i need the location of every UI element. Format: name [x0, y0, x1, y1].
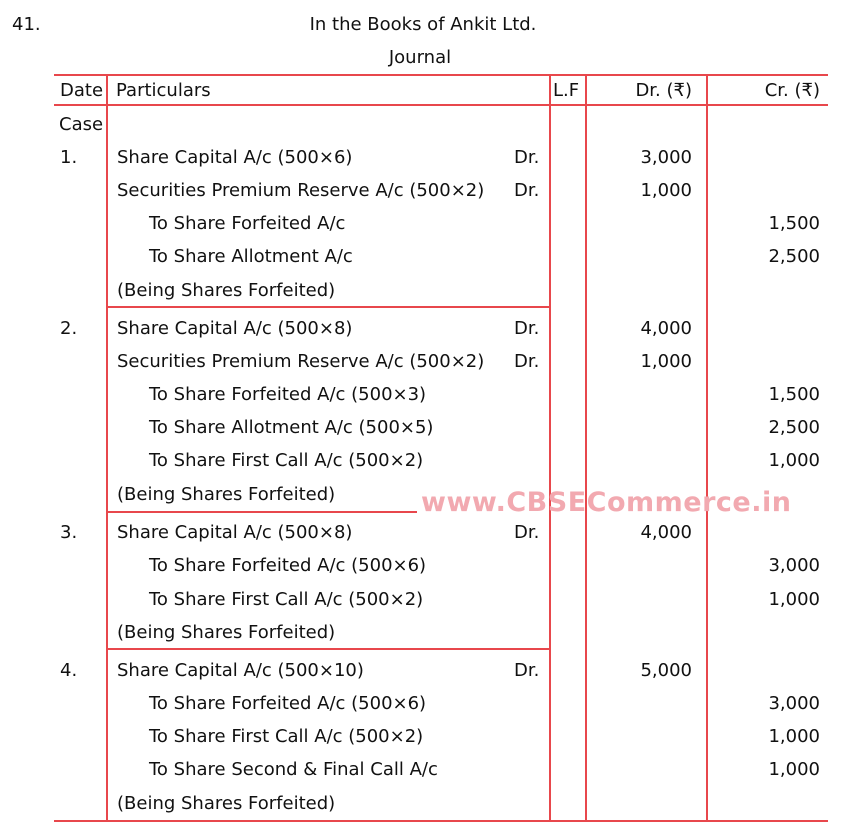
dr-amount: 5,000 — [640, 660, 692, 681]
dr-amount: 4,000 — [640, 318, 692, 339]
credit-account: To Share Forfeited A/c — [149, 213, 346, 234]
header-particulars: Particulars — [116, 80, 211, 101]
table-top-border — [54, 74, 828, 76]
dr-amount: 3,000 — [640, 147, 692, 168]
particulars-column-divider — [549, 75, 551, 821]
credit-account: To Share Forfeited A/c (500×6) — [149, 693, 427, 714]
case-number: 4. — [60, 660, 78, 681]
dr-mark: Dr. — [514, 660, 540, 681]
debit-account: Share Capital A/c (500×8) — [117, 318, 353, 339]
cr-amount: 3,000 — [768, 693, 820, 714]
dr-amount: 1,000 — [640, 351, 692, 372]
table-bottom-border — [54, 820, 828, 822]
entry-separator — [107, 511, 417, 513]
credit-account: To Share Forfeited A/c (500×6) — [149, 555, 427, 576]
header-date: Date — [60, 80, 104, 101]
cr-amount: 1,000 — [768, 589, 820, 610]
dr-amount: 4,000 — [640, 522, 692, 543]
debit-account: Securities Premium Reserve A/c (500×2) — [117, 351, 485, 372]
debit-account: Share Capital A/c (500×10) — [117, 660, 364, 681]
cr-amount: 3,000 — [768, 555, 820, 576]
journal-subtitle: Journal — [388, 47, 452, 68]
cr-amount: 2,500 — [768, 246, 820, 267]
cr-amount: 1,500 — [768, 213, 820, 234]
dr-mark: Dr. — [514, 180, 540, 201]
dr-mark: Dr. — [514, 522, 540, 543]
credit-account: To Share Second & Final Call A/c — [149, 759, 438, 780]
cr-amount: 1,000 — [768, 726, 820, 747]
question-number: 41. — [12, 14, 41, 35]
dr-mark: Dr. — [514, 318, 540, 339]
case-number: 3. — [60, 522, 78, 543]
page-title: In the Books of Ankit Ltd. — [309, 14, 537, 35]
dr-mark: Dr. — [514, 351, 540, 372]
watermark: www.CBSECommerce.in — [421, 487, 792, 518]
case-number: 2. — [60, 318, 78, 339]
dr-mark: Dr. — [514, 147, 540, 168]
credit-account: To Share First Call A/c (500×2) — [149, 450, 424, 471]
credit-account: To Share Forfeited A/c (500×3) — [149, 384, 427, 405]
header-bottom-border — [54, 104, 828, 106]
entry-separator — [107, 306, 550, 308]
narration: (Being Shares Forfeited) — [117, 622, 336, 643]
case-number: 1. — [60, 147, 78, 168]
header-lf: L.F — [553, 80, 580, 101]
cr-amount: 1,000 — [768, 450, 820, 471]
date-column-divider — [106, 75, 108, 821]
cr-amount: 1,500 — [768, 384, 820, 405]
header-cr: Cr. (₹) — [764, 80, 820, 101]
narration: (Being Shares Forfeited) — [117, 484, 336, 505]
narration: (Being Shares Forfeited) — [117, 280, 336, 301]
cr-amount: 2,500 — [768, 417, 820, 438]
cr-amount: 1,000 — [768, 759, 820, 780]
case-label: Case — [59, 114, 104, 135]
debit-account: Securities Premium Reserve A/c (500×2) — [117, 180, 485, 201]
credit-account: To Share Allotment A/c — [149, 246, 353, 267]
debit-account: Share Capital A/c (500×8) — [117, 522, 353, 543]
dr-amount: 1,000 — [640, 180, 692, 201]
narration: (Being Shares Forfeited) — [117, 793, 336, 814]
header-dr: Dr. (₹) — [635, 80, 692, 101]
entry-separator — [107, 648, 550, 650]
credit-account: To Share Allotment A/c (500×5) — [149, 417, 434, 438]
credit-account: To Share First Call A/c (500×2) — [149, 589, 424, 610]
credit-account: To Share First Call A/c (500×2) — [149, 726, 424, 747]
debit-account: Share Capital A/c (500×6) — [117, 147, 353, 168]
